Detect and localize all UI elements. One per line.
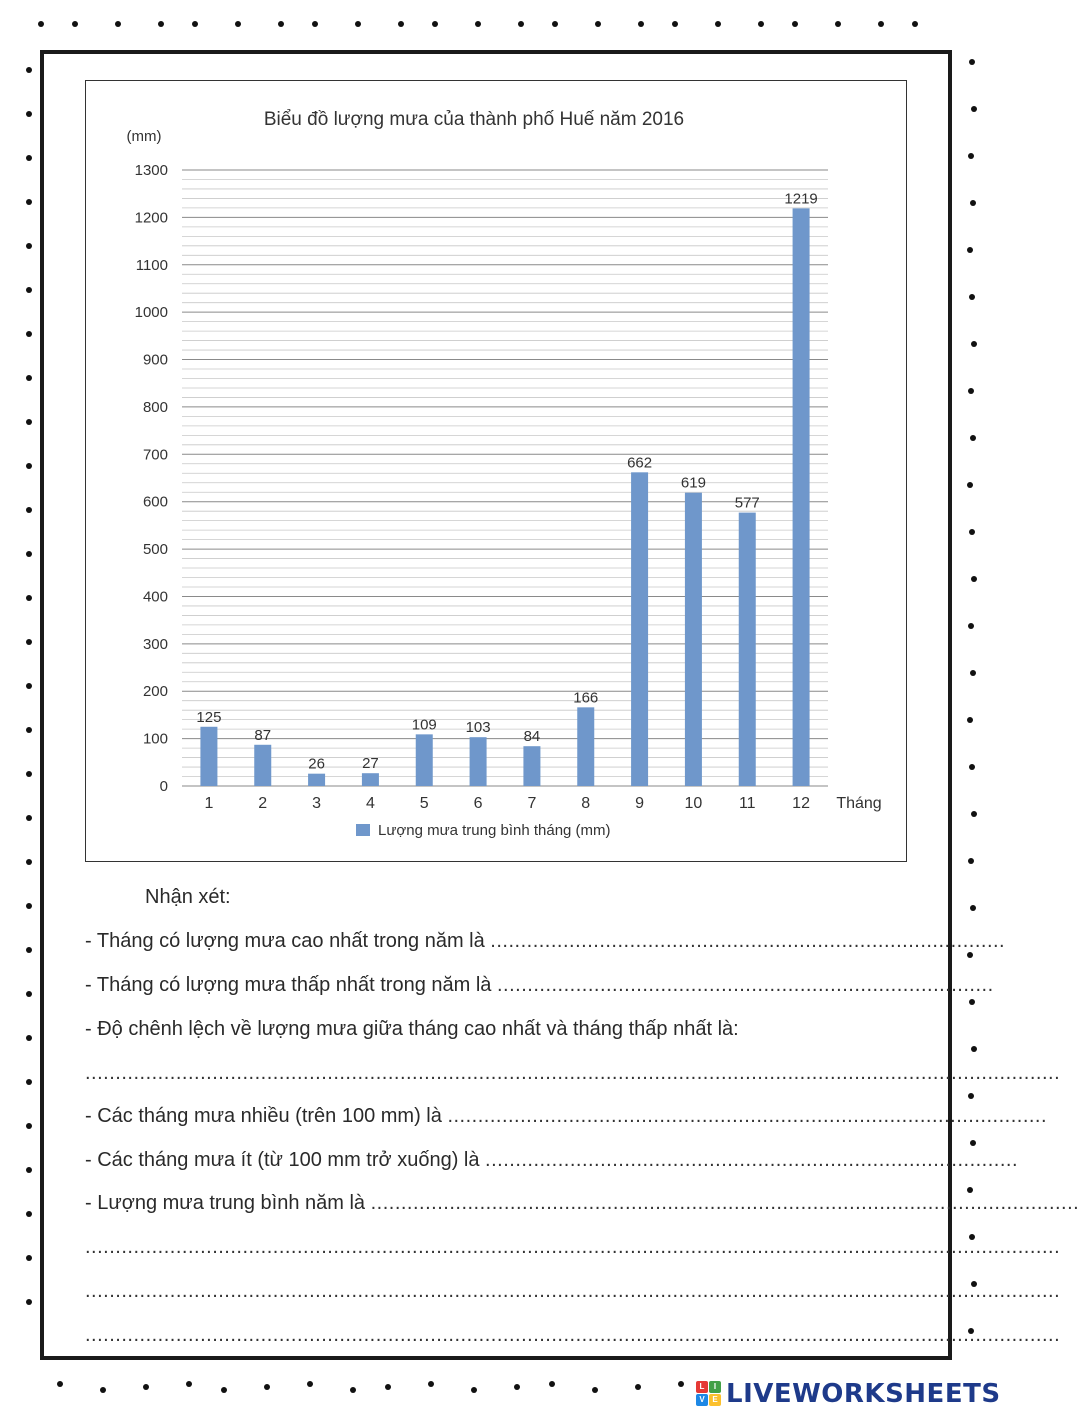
border-dot	[26, 991, 32, 997]
comment-prompt: - Các tháng mưa nhiều (trên 100 mm) là	[85, 1105, 448, 1127]
border-dot	[475, 21, 481, 27]
border-dot	[758, 21, 764, 27]
border-dot	[264, 1384, 270, 1390]
border-dot	[967, 482, 973, 488]
bar	[631, 472, 648, 786]
bar	[362, 773, 379, 786]
y-tick-label: 0	[159, 778, 168, 795]
comment-prompt: - Các tháng mưa ít (từ 100 mm trở xuống) là	[85, 1149, 486, 1171]
comment-line	[85, 974, 994, 1002]
border-dot	[235, 21, 241, 27]
border-dot	[26, 639, 32, 645]
border-dot	[970, 1140, 976, 1146]
answer-blank[interactable]: .....................................................................................	[490, 930, 1006, 952]
y-tick-label: 1000	[134, 304, 168, 322]
border-dot	[26, 1255, 32, 1261]
y-tick-label: 800	[142, 398, 168, 416]
bar	[523, 746, 540, 786]
x-tick-label: 12	[792, 795, 810, 812]
border-dot	[26, 1079, 32, 1085]
comment-line	[85, 1149, 1019, 1177]
bar	[254, 745, 271, 786]
border-dot	[26, 1299, 32, 1305]
border-dot	[715, 21, 721, 27]
logo-badge-letter: L	[696, 1381, 708, 1393]
border-dot	[969, 59, 975, 65]
bar-value-label: 109	[411, 716, 437, 734]
border-dot	[350, 1387, 356, 1393]
answer-blank[interactable]: ........................................................................................	[485, 1149, 1019, 1171]
border-dot	[115, 21, 121, 27]
bar	[470, 737, 487, 786]
border-dot	[385, 1384, 391, 1390]
bar-value-label: 1219	[784, 190, 818, 208]
border-dot	[26, 155, 32, 161]
x-axis-label: Tháng	[836, 795, 882, 812]
comment-prompt: - Lượng mưa trung bình năm là	[85, 1192, 371, 1214]
rainfall-bar-chart	[86, 81, 908, 863]
border-dot	[158, 21, 164, 27]
answer-blank[interactable]: ...................................................................................................	[447, 1105, 1048, 1127]
bar-value-label: 577	[734, 494, 760, 512]
bar	[739, 513, 756, 786]
x-tick-label: 1	[204, 795, 214, 812]
border-dot	[878, 21, 884, 27]
comment-line	[85, 930, 1006, 958]
border-dot	[143, 1384, 149, 1390]
border-dot	[514, 1384, 520, 1390]
liveworksheets-logo	[696, 1378, 1001, 1410]
y-tick-label: 700	[142, 446, 168, 464]
border-dot	[398, 21, 404, 27]
x-tick-label: 2	[258, 795, 268, 812]
bar	[416, 734, 433, 786]
border-dot	[26, 67, 32, 73]
logo-text: LIVEWORKSHEETS	[726, 1379, 1001, 1409]
legend-label: Lượng mưa trung bình tháng (mm)	[378, 822, 611, 839]
x-tick-label: 6	[473, 795, 483, 812]
comment-prompt: - Độ chênh lệch về lượng mưa giữa tháng cao nhất và tháng thấp nhất là:	[85, 1018, 739, 1040]
border-dot	[26, 551, 32, 557]
y-axis-ticks	[135, 162, 168, 795]
border-dot	[26, 683, 32, 689]
border-dot	[38, 21, 44, 27]
logo-badge-letter: I	[709, 1381, 721, 1393]
y-tick-label: 1300	[134, 162, 168, 179]
bar-value-label: 26	[308, 755, 325, 773]
bar-value-label: 87	[254, 726, 272, 744]
bar-value-label: 103	[465, 719, 491, 737]
border-dot	[26, 903, 32, 909]
bar-value-label: 662	[627, 454, 653, 472]
comment-prompt: - Tháng có lượng mưa thấp nhất trong năm là	[85, 974, 497, 996]
border-dot	[635, 1384, 641, 1390]
border-dot	[26, 1123, 32, 1129]
border-dot	[26, 507, 32, 513]
border-dot	[971, 576, 977, 582]
border-dot	[307, 1381, 313, 1387]
logo-badge-letter: V	[696, 1394, 708, 1406]
border-dot	[278, 21, 284, 27]
bar	[308, 774, 325, 786]
border-dot	[969, 764, 975, 770]
x-tick-label: 3	[312, 795, 322, 812]
x-tick-label: 7	[527, 795, 537, 812]
border-dot	[471, 1387, 477, 1393]
border-dot	[26, 1035, 32, 1041]
border-dot	[967, 717, 973, 723]
chart-container	[85, 80, 907, 862]
border-dot	[428, 1381, 434, 1387]
x-tick-label: 5	[419, 795, 429, 812]
border-dot	[638, 21, 644, 27]
bar	[577, 707, 594, 786]
legend-swatch	[356, 824, 370, 836]
bar-value-label: 166	[573, 689, 599, 707]
border-dot	[792, 21, 798, 27]
border-dot	[221, 1387, 227, 1393]
border-dot	[672, 21, 678, 27]
answer-blank[interactable]: .....................................................................................................................	[370, 1192, 1079, 1214]
comment-line	[85, 1280, 1061, 1308]
border-dot	[970, 670, 976, 676]
border-dot	[100, 1387, 106, 1393]
y-tick-label: 400	[142, 588, 168, 606]
y-axis-unit-label: (mm)	[126, 128, 162, 145]
answer-blank[interactable]: ..................................................................................	[496, 974, 994, 996]
border-dot	[26, 287, 32, 293]
border-dot	[26, 243, 32, 249]
border-dot	[26, 727, 32, 733]
border-dot	[57, 1381, 63, 1387]
comments-heading: Nhận xét:	[145, 886, 231, 908]
x-tick-label: 9	[635, 795, 645, 812]
border-dot	[969, 294, 975, 300]
border-dot	[968, 153, 974, 159]
border-dot	[968, 388, 974, 394]
answer-blank[interactable]: .................................................................................................................................................................	[85, 1324, 1061, 1346]
comment-line	[85, 1105, 1048, 1133]
y-tick-label: 300	[142, 635, 168, 653]
x-tick-label: 4	[365, 795, 375, 812]
y-tick-label: 200	[142, 683, 168, 701]
bar	[200, 727, 217, 786]
border-dot	[969, 529, 975, 535]
border-dot	[26, 1211, 32, 1217]
border-dot	[968, 1093, 974, 1099]
border-dot	[518, 21, 524, 27]
border-dot	[355, 21, 361, 27]
border-dot	[971, 106, 977, 112]
border-dot	[969, 999, 975, 1005]
border-dot	[26, 375, 32, 381]
x-axis-ticks	[204, 795, 810, 812]
border-dot	[26, 199, 32, 205]
border-dot	[26, 111, 32, 117]
gridlines	[182, 170, 828, 786]
border-dot	[26, 331, 32, 337]
border-dot	[26, 595, 32, 601]
comment-prompt: - Tháng có lượng mưa cao nhất trong năm là	[85, 930, 491, 952]
comment-line	[85, 1236, 1061, 1264]
border-dot	[967, 952, 973, 958]
bar-value-label: 84	[523, 728, 541, 746]
border-dot	[592, 1387, 598, 1393]
comment-line	[85, 1324, 1061, 1352]
chart-title: Biểu đồ lượng mưa của thành phố Huế năm 2016	[263, 109, 685, 130]
logo-badge-letter: E	[709, 1394, 721, 1406]
bar-value-label: 619	[680, 474, 706, 492]
border-dot	[432, 21, 438, 27]
bar	[793, 208, 810, 786]
bar	[685, 493, 702, 786]
answer-blank[interactable]: .................................................................................................................................................................	[85, 1280, 1061, 1302]
answer-blank[interactable]: .................................................................................................................................................................	[85, 1236, 1061, 1258]
border-dot	[26, 771, 32, 777]
bars	[196, 190, 817, 786]
comment-line	[85, 1062, 1061, 1090]
y-tick-label: 500	[142, 541, 168, 559]
border-dot	[26, 859, 32, 865]
border-dot	[26, 947, 32, 953]
border-dot	[968, 623, 974, 629]
border-dot	[970, 435, 976, 441]
y-tick-label: 600	[142, 493, 168, 511]
comment-line	[85, 1018, 907, 1046]
border-dot	[549, 1381, 555, 1387]
border-dot	[72, 21, 78, 27]
comment-line	[85, 1192, 1079, 1220]
border-dot	[968, 858, 974, 864]
border-dot	[970, 905, 976, 911]
x-tick-label: 11	[738, 795, 756, 812]
border-dot	[678, 1381, 684, 1387]
y-tick-label: 900	[142, 351, 168, 369]
y-tick-label: 1200	[134, 209, 168, 227]
x-tick-label: 10	[684, 795, 703, 812]
y-tick-label: 1100	[135, 256, 168, 274]
x-tick-label: 8	[581, 795, 591, 812]
y-tick-label: 100	[142, 730, 168, 748]
bar-value-label: 125	[196, 708, 222, 726]
border-dot	[186, 1381, 192, 1387]
border-dot	[595, 21, 601, 27]
border-dot	[971, 1046, 977, 1052]
border-dot	[967, 247, 973, 253]
border-dot	[971, 341, 977, 347]
border-dot	[835, 21, 841, 27]
logo-badge-icon	[696, 1381, 722, 1407]
answer-blank[interactable]: .................................................................................................................................................................	[85, 1062, 1061, 1084]
border-dot	[26, 419, 32, 425]
border-dot	[970, 200, 976, 206]
border-dot	[552, 21, 558, 27]
border-dot	[26, 463, 32, 469]
bar-value-label: 27	[362, 755, 379, 773]
border-dot	[192, 21, 198, 27]
border-dot	[312, 21, 318, 27]
border-dot	[26, 815, 32, 821]
border-dot	[912, 21, 918, 27]
border-dot	[26, 1167, 32, 1173]
border-dot	[971, 811, 977, 817]
